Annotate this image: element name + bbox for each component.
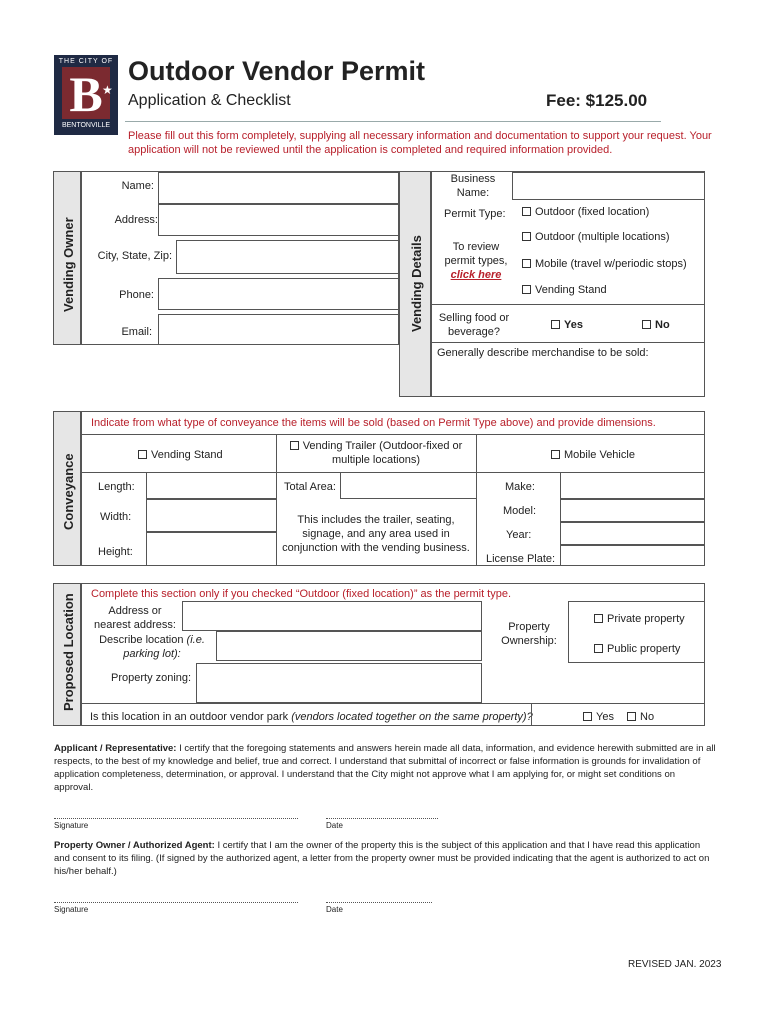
location-instruction: Complete this section only if you checked “Outdoor (fixed location)” as the permit type. [91, 588, 512, 600]
checkbox-icon[interactable] [594, 614, 603, 623]
option-label: Private property [607, 613, 685, 625]
describe-location-label [92, 633, 212, 661]
total-area-label: Total Area: [284, 481, 336, 493]
checkbox-icon[interactable] [551, 320, 560, 329]
owner-date-line[interactable] [326, 902, 432, 903]
city-label: City, State, Zip: [97, 250, 172, 262]
width-field[interactable] [146, 499, 277, 532]
checkbox-icon[interactable] [551, 450, 560, 459]
business-name-label: Business Name: [450, 173, 496, 199]
option-mobile-vehicle[interactable] [551, 448, 635, 462]
year-field[interactable] [560, 522, 705, 545]
food-row-bottom-divider [431, 342, 705, 343]
area-note: This includes the trailer, seating, signage, and any area used in conjunction with the vending business. [282, 514, 470, 554]
location-address-field[interactable] [182, 601, 482, 631]
describe-location-field[interactable] [216, 631, 482, 661]
option-label: Outdoor (fixed location) [535, 206, 650, 218]
option-label: Vending Stand [151, 449, 223, 461]
checkbox-icon[interactable] [642, 320, 651, 329]
conveyance-label: Conveyance [61, 453, 76, 530]
vending-details-label-bar [399, 171, 431, 397]
license-plate-label: License Plate: [486, 553, 556, 565]
business-name-field[interactable] [512, 172, 705, 200]
address-field[interactable] [158, 204, 399, 236]
option-label: Mobile Vehicle [564, 449, 635, 461]
name-label: Name: [121, 180, 154, 192]
logo-bottom-text: BENTONVILLE [61, 122, 111, 129]
permit-option-mobile[interactable] [522, 257, 687, 271]
length-field[interactable] [146, 472, 277, 499]
option-vending-trailer[interactable] [280, 439, 472, 467]
vending-owner-label: Vending Owner [61, 217, 76, 312]
checkbox-icon[interactable] [522, 285, 531, 294]
no-label: No [640, 711, 655, 723]
make-field[interactable] [560, 472, 705, 499]
park-answer-divider [531, 703, 532, 726]
permit-option-stand[interactable] [522, 283, 607, 297]
length-label: Length: [98, 481, 135, 493]
option-label: Public property [607, 643, 681, 655]
license-plate-field[interactable] [560, 545, 705, 566]
private-property-option[interactable] [594, 612, 685, 626]
applicant-signature-label: Signature [54, 821, 89, 830]
merchandise-label: Generally describe merchandise to be sold: [437, 347, 649, 359]
permit-option-outdoor-fixed[interactable] [522, 205, 649, 219]
width-label: Width: [100, 511, 132, 523]
checkbox-icon[interactable] [138, 450, 147, 459]
owner-date-label: Date [326, 905, 343, 914]
vendor-park-question [90, 710, 533, 724]
option-vending-stand[interactable] [138, 448, 223, 462]
instructions: Please fill out this form completely, supplying all necessary information and documentation to support your request. Your application will not be reviewed until the application is completed and required information provided. [128, 130, 712, 156]
applicant-text: I certify that the foregoing statements and answers herein made all data, information, and evidence herewith submitted are in all respects, to the best of my knowledge and belief, true and correct. I understand that submittal of incorrect or false information is grounds for invalidation of application completeness, determination, or approval. I understand that the City might not approve what I am applying for, or might set conditions on approval. [54, 743, 716, 793]
phone-label: Phone: [119, 289, 154, 301]
property-zoning-label: Property zoning: [111, 672, 192, 684]
applicant-date-label: Date [326, 821, 343, 830]
conveyance-instruction: Indicate from what type of conveyance the items will be sold (based on Permit Type above) and provide dimensions. [91, 417, 656, 429]
make-label: Make: [505, 481, 535, 493]
option-label: Vending Trailer (Outdoor-fixed or multiple locations) [302, 440, 463, 466]
height-field[interactable] [146, 532, 277, 566]
name-field[interactable] [158, 172, 399, 204]
review-text [440, 240, 512, 282]
option-label: Vending Stand [535, 284, 607, 296]
option-label: Outdoor (multiple locations) [535, 231, 670, 243]
property-zoning-field[interactable] [196, 663, 482, 703]
checkbox-icon[interactable] [627, 712, 636, 721]
yes-label: Yes [596, 711, 614, 723]
food-yes-option[interactable] [551, 318, 583, 332]
review-permit-text: To review permit types, [444, 241, 508, 267]
city-logo [54, 55, 118, 135]
park-no-option[interactable] [627, 710, 654, 724]
park-question-text: Is this location in an outdoor vendor park [90, 711, 289, 723]
describe-example: (i.e. parking lot): [123, 634, 205, 660]
year-label: Year: [506, 529, 532, 541]
owner-signature-label: Signature [54, 905, 89, 914]
address-nearest-label: Address or nearest address: [94, 605, 176, 631]
describe-text: Describe location [99, 634, 184, 646]
height-label: Height: [98, 546, 133, 558]
header-divider [125, 121, 661, 122]
permit-type-label: Permit Type: [444, 208, 506, 220]
checkbox-icon[interactable] [522, 259, 531, 268]
vending-details-label: Vending Details [409, 235, 424, 332]
revised-date: REVISED JAN. 2023 [628, 959, 722, 970]
conveyance-col-divider-2 [476, 434, 477, 566]
food-no-option[interactable] [642, 318, 670, 332]
logo-top-text: THE CITY OF [58, 58, 114, 65]
conveyance-header-divider [81, 434, 705, 435]
applicant-date-line[interactable] [326, 818, 438, 819]
applicant-label: Applicant / Representative: [54, 743, 177, 754]
checkbox-icon[interactable] [583, 712, 592, 721]
phone-field[interactable] [158, 278, 399, 310]
food-row-top-divider [431, 304, 705, 305]
owner-text: I certify that I am the owner of the property this is the subject of this application and that I have read this application and consent to its filing. (If signed by the authorized agent, a letter from the property owner must be provided indicating that the agent is authorized to act on his/her behalf.) [54, 840, 710, 877]
owner-label: Property Owner / Authorized Agent: [54, 840, 215, 851]
fee-label: Fee: $125.00 [546, 91, 648, 110]
page-title: Outdoor Vendor Permit [128, 56, 426, 86]
email-label: Email: [121, 326, 152, 338]
checkbox-icon[interactable] [522, 207, 531, 216]
park-yes-option[interactable] [583, 710, 614, 724]
property-ownership-label: Property Ownership: [501, 621, 557, 647]
checkbox-icon[interactable] [290, 441, 299, 450]
city-field[interactable] [176, 240, 399, 274]
zoning-row-divider [81, 703, 705, 704]
location-label-bar [53, 583, 81, 726]
star-icon: ★ [102, 83, 113, 97]
owner-signature-line[interactable] [54, 902, 298, 903]
owner-certification [54, 839, 716, 878]
permit-option-outdoor-multiple[interactable] [522, 230, 670, 244]
option-label: Mobile (travel w/periodic stops) [535, 258, 687, 270]
applicant-certification [54, 742, 716, 794]
click-here-link[interactable]: click here [450, 269, 502, 281]
checkbox-icon[interactable] [522, 232, 531, 241]
model-label: Model: [503, 505, 537, 517]
model-field[interactable] [560, 499, 705, 522]
address-label: Address: [114, 214, 158, 226]
conveyance-label-bar [53, 411, 81, 566]
vending-owner-label-bar [53, 171, 81, 345]
public-property-option[interactable] [594, 642, 680, 656]
checkbox-icon[interactable] [594, 644, 603, 653]
logo-letter: B [62, 67, 110, 119]
no-label: No [655, 319, 670, 331]
merchandise-field[interactable] [432, 360, 704, 396]
yes-label: Yes [564, 319, 583, 331]
total-area-field[interactable] [340, 472, 477, 499]
page-subtitle: Application & Checklist [128, 92, 291, 109]
location-label: Proposed Location [61, 593, 76, 711]
food-question: Selling food or beverage? [438, 312, 510, 338]
park-question-note: (vendors located together on the same property)? [291, 711, 533, 723]
applicant-signature-line[interactable] [54, 818, 298, 819]
email-field[interactable] [158, 314, 399, 345]
